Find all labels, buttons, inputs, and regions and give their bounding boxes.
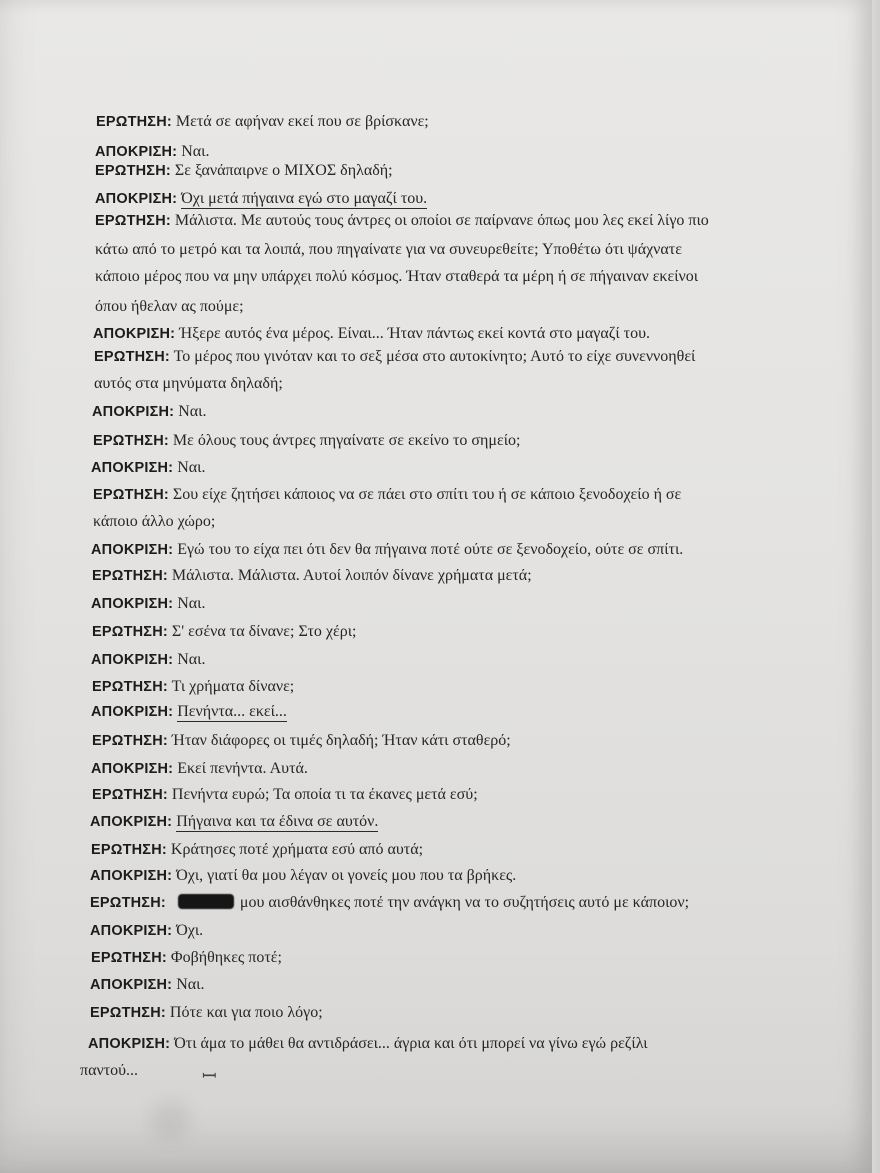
line-text: Πενήντα ευρώ; Τα οποία τι τα έκανες μετά εσύ; (171, 786, 478, 803)
answer-label: ΑΠΟΚΡΙΣΗ: (90, 814, 173, 830)
line-text: Με όλους τους άντρες πηγαίνατε σε εκείνο το σημείο; (172, 432, 521, 449)
question-label: ΕΡΩΤΗΣΗ: (94, 349, 170, 365)
line-text: κάτω από το μετρό και τα λοιπά, που πηγαίνατε για να συνευρεθείτε; Υποθέτω ότι ψάχνατε (95, 241, 682, 258)
transcript-line-question (92, 731, 511, 751)
question-label: ΕΡΩΤΗΣΗ: (93, 433, 169, 449)
line-text: μου αισθάνθηκες ποτέ την ανάγκη να το συζητήσεις αυτό με κάποιον; (239, 894, 690, 911)
question-label: ΕΡΩΤΗΣΗ: (92, 679, 168, 695)
underlined-text: Πήγαινα και τα έδινα σε αυτόν. (176, 813, 379, 830)
transcript-line-continuation (95, 267, 698, 287)
line-text: Ναι. (181, 143, 210, 160)
question-label: ΕΡΩΤΗΣΗ: (91, 950, 167, 966)
line-text: Φοβήθηκες ποτέ; (170, 949, 282, 966)
line-text: κάποιο μέρος που να μην υπάρχει πολύ κόσμος. Ήταν σταθερά τα μέρη ή σε πήγαιναν εκείνοι (95, 268, 699, 285)
line-text: Όχι. (176, 922, 204, 939)
question-label: ΕΡΩΤΗΣΗ: (91, 842, 167, 858)
transcript-line-question (91, 948, 282, 968)
answer-label: ΑΠΟΚΡΙΣΗ: (93, 326, 176, 342)
answer-label: ΑΠΟΚΡΙΣΗ: (91, 596, 174, 612)
transcript-line-answer (91, 458, 205, 478)
transcript-line-question (90, 1003, 323, 1023)
underlined-text: Πενήντα... εκεί... (177, 703, 287, 720)
transcript-line-question (90, 893, 689, 913)
line-text: Μάλιστα. Με αυτούς τους άντρες οι οποίοι σε παίρνανε όπως μου λες εκεί λίγο πιο (174, 212, 709, 229)
line-text: αυτός στα μηνύματα δηλαδή; (94, 375, 283, 392)
transcript-line-answer (90, 975, 204, 995)
line-text: Ήταν διάφορες οι τιμές δηλαδή; Ήταν κάτι σταθερό; (171, 732, 511, 749)
line-text: Ήξερε αυτός ένα μέρος. Είναι... Ήταν πάντως εκεί κοντά στο μαγαζί του. (179, 325, 650, 342)
transcript-line-question (93, 485, 681, 505)
question-label: ΕΡΩΤΗΣΗ: (95, 213, 171, 229)
answer-label: ΑΠΟΚΡΙΣΗ: (90, 868, 173, 884)
line-text: Κράτησες ποτέ χρήματα εσύ από αυτά; (170, 841, 424, 858)
answer-label: ΑΠΟΚΡΙΣΗ: (91, 652, 174, 668)
transcript-line-question (92, 622, 356, 642)
line-text: Σε ξανάπαιρνε ο ΜΙΧΟΣ δηλαδή; (174, 162, 393, 179)
transcript-line-continuation (95, 297, 244, 317)
answer-label: ΑΠΟΚΡΙΣΗ: (91, 761, 174, 777)
transcript-line-question (92, 785, 478, 805)
transcript-line-answer (91, 702, 287, 722)
transcript-line-question (92, 677, 294, 697)
transcript-line-question (93, 431, 520, 451)
line-text: Ναι. (177, 459, 206, 476)
answer-label: ΑΠΟΚΡΙΣΗ: (90, 977, 173, 993)
line-text: Τι χρήματα δίνανε; (171, 678, 295, 695)
line-text: Μετά σε αφήναν εκεί που σε βρίσκανε; (175, 113, 429, 130)
question-label: ΕΡΩΤΗΣΗ: (92, 624, 168, 640)
line-text: Ναι. (177, 595, 206, 612)
transcript-line-answer (90, 812, 378, 832)
transcript-line-answer (88, 1034, 648, 1054)
line-text: Σου είχε ζητήσει κάποιος να σε πάει στο σπίτι του ή σε κάποιο ξενοδοχείο ή σε (172, 486, 682, 503)
transcript-line-continuation (94, 374, 283, 394)
question-label: ΕΡΩΤΗΣΗ: (90, 1005, 166, 1021)
question-label: ΕΡΩΤΗΣΗ: (92, 568, 168, 584)
question-label: ΕΡΩΤΗΣΗ: (93, 487, 169, 503)
line-text: Μάλιστα. Μάλιστα. Αυτοί λοιπόν δίνανε χρήματα μετά; (171, 567, 532, 584)
question-label: ΕΡΩΤΗΣΗ: (95, 163, 171, 179)
transcript-line-question (95, 211, 709, 231)
transcript-line-question (92, 566, 532, 586)
answer-label: ΑΠΟΚΡΙΣΗ: (90, 923, 173, 939)
answer-label: ΑΠΟΚΡΙΣΗ: (88, 1036, 171, 1052)
transcript-line-answer (91, 540, 683, 560)
transcript-line-question (91, 840, 423, 860)
underlined-text: Όχι μετά πήγαινα εγώ στο μαγαζί του. (181, 190, 428, 207)
line-text: Σ' εσένα τα δίνανε; Στο χέρι; (171, 623, 357, 640)
transcript-line-answer (95, 189, 427, 209)
transcript-line-answer (90, 921, 203, 941)
transcript-line-answer (91, 594, 205, 614)
line-text: Το μέρος που γινόταν και το σεξ μέσα στο αυτοκίνητο; Αυτό το είχε συνεννοηθεί (173, 348, 696, 365)
transcript-line-continuation (95, 240, 682, 260)
line-text: όπου ήθελαν ας πούμε; (95, 298, 244, 315)
answer-label: ΑΠΟΚΡΙΣΗ: (92, 404, 175, 420)
answer-label: ΑΠΟΚΡΙΣΗ: (91, 704, 174, 720)
transcript-line-answer (91, 759, 308, 779)
line-text: Πότε και για ποιο λόγο; (169, 1004, 323, 1021)
transcript-line-answer (93, 324, 650, 344)
question-label: ΕΡΩΤΗΣΗ: (96, 114, 172, 130)
line-text: Ναι. (177, 651, 206, 668)
question-label: ΕΡΩΤΗΣΗ: (92, 787, 168, 803)
answer-label: ΑΠΟΚΡΙΣΗ: (95, 144, 178, 160)
redacted-name (178, 894, 234, 909)
transcript-line-answer (91, 650, 205, 670)
question-label: ΕΡΩΤΗΣΗ: (92, 733, 168, 749)
transcript-line-answer (90, 866, 516, 886)
transcript-line-question (94, 347, 695, 367)
transcript-line-question (96, 112, 429, 132)
line-text: Όχι, γιατί θα μου λέγαν οι γονείς μου που τα βρήκες. (176, 867, 517, 884)
pen-mark: ꟷ (202, 1066, 217, 1086)
line-text: Ναι. (176, 976, 205, 993)
transcript-line-continuation (80, 1061, 138, 1081)
line-text: κάποιο άλλο χώρο; (93, 513, 216, 530)
line-text: Ναι. (178, 403, 207, 420)
answer-label: ΑΠΟΚΡΙΣΗ: (91, 460, 174, 476)
line-text: Ότι άμα το μάθει θα αντιδράσει... άγρια και ότι μπορεί να γίνω εγώ ρεζίλι (174, 1035, 648, 1052)
transcript-line-answer (92, 402, 206, 422)
transcript-line-continuation (93, 512, 215, 532)
question-label: ΕΡΩΤΗΣΗ: (90, 895, 166, 911)
line-text: Εκεί πενήντα. Αυτά. (177, 760, 308, 777)
transcript-line-answer (95, 142, 209, 162)
line-text: παντού... (80, 1062, 139, 1079)
answer-label: ΑΠΟΚΡΙΣΗ: (91, 542, 174, 558)
answer-label: ΑΠΟΚΡΙΣΗ: (95, 191, 178, 207)
line-text: Εγώ του το είχα πει ότι δεν θα πήγαινα ποτέ ούτε σε ξενοδοχείο, ούτε σε σπίτι. (177, 541, 684, 558)
transcript-line-question (95, 161, 393, 181)
